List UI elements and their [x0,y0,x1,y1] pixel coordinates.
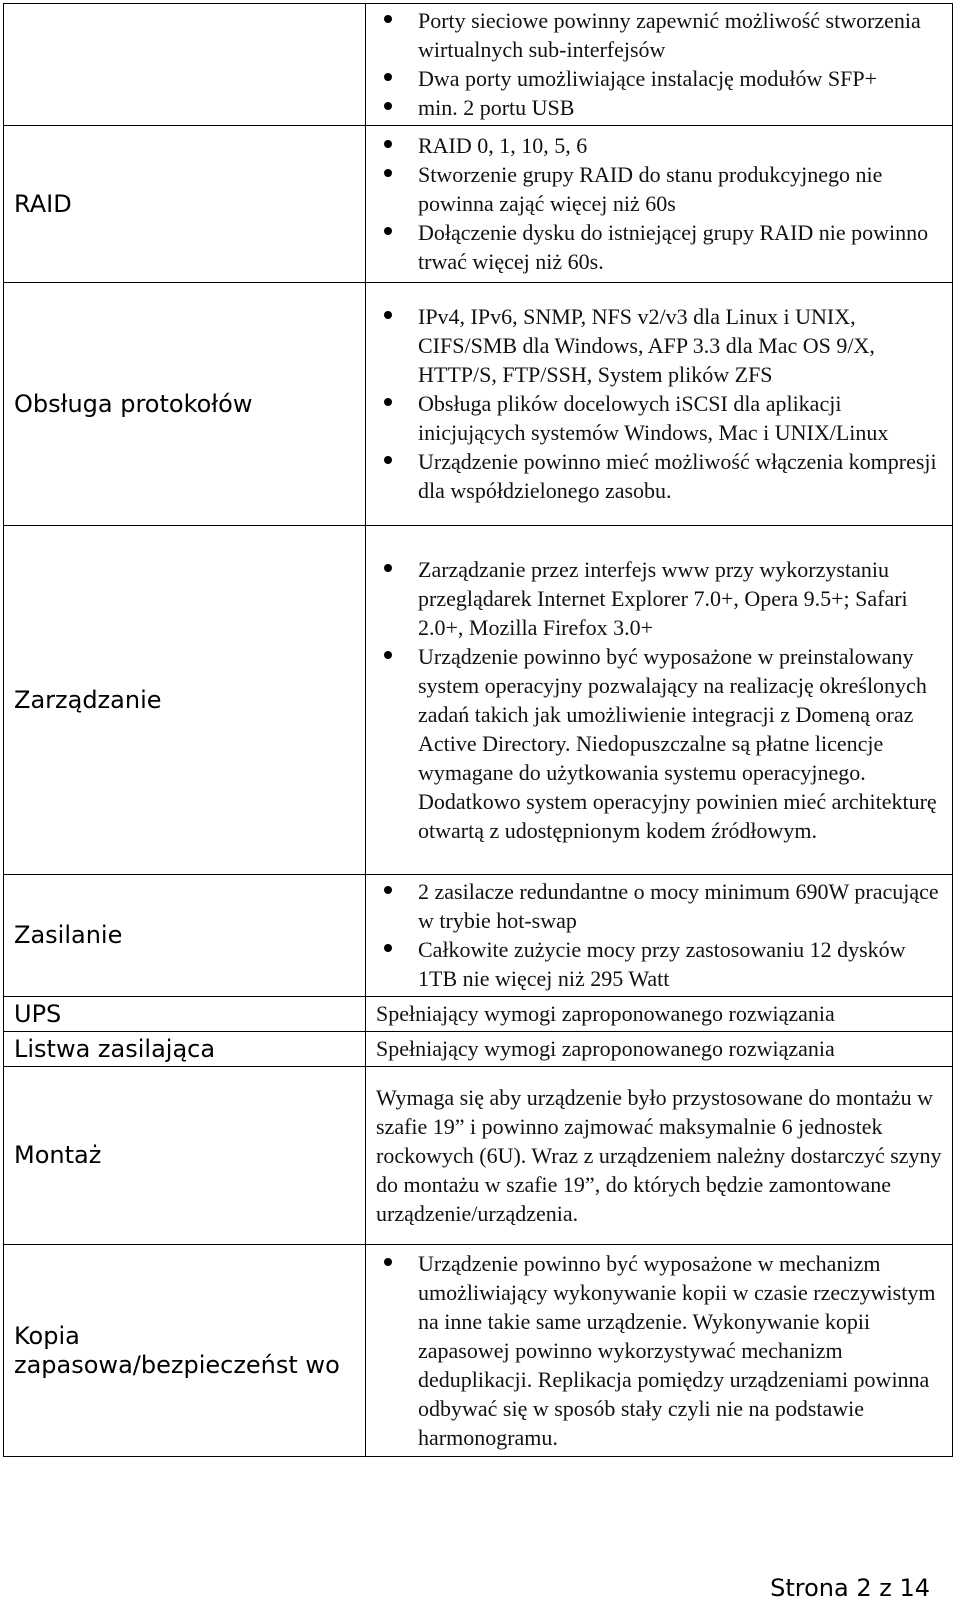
table-row [4,1067,953,1245]
table-row [4,875,953,997]
list-item: min. 2 portu USB [376,93,942,122]
row-content [366,1245,953,1457]
list-item: Dołączenie dysku do istniejącej grupy RAID nie powinno trwać więcej niż 60s. [376,218,942,276]
row-content: Spełniający wymogi zaproponowanego rozwiązania [366,997,953,1032]
list-item: Porty sieciowe powinny zapewnić możliwość stworzenia wirtualnych sub-interfejsów [376,6,942,64]
bullet-list [376,1249,942,1452]
list-item: IPv4, IPv6, SNMP, NFS v2/v3 dla Linux i UNIX, CIFS/SMB dla Windows, AFP 3.3 dla Mac OS 9/X, HTTP/S, FTP/SSH, System plików ZFS [376,302,942,389]
list-item: RAID 0, 1, 10, 5, 6 [376,131,942,160]
table-row [4,126,953,283]
bullet-list [376,302,942,505]
row-label: Kopia zapasowa/bezpieczeńst wo [4,1245,366,1457]
list-item: Dwa porty umożliwiające instalację modułów SFP+ [376,64,942,93]
row-content [366,283,953,526]
row-content: Spełniający wymogi zaproponowanego rozwiązania [366,1032,953,1067]
page-number: Strona 2 z 14 [770,1574,930,1602]
list-item: 2 zasilacze redundantne o mocy minimum 690W pracujące w trybie hot-swap [376,877,942,935]
row-label: Listwa zasilająca [4,1032,366,1067]
list-item: Całkowite zużycie mocy przy zastosowaniu 12 dysków 1TB nie więcej niż 295 Watt [376,935,942,993]
list-item: Urządzenie powinno mieć możliwość włączenia kompresji dla współdzielonego zasobu. [376,447,942,505]
table-row [4,997,953,1032]
row-label: UPS [4,997,366,1032]
row-label: Zarządzanie [4,526,366,875]
table-row [4,4,953,126]
bullet-list [376,131,942,276]
row-content [366,875,953,997]
row-label [4,4,366,126]
table-row [4,283,953,526]
bullet-list [376,555,942,845]
bullet-list [376,877,942,993]
table-row [4,526,953,875]
list-item: Urządzenie powinno być wyposażone w mechanizm umożliwiający wykonywanie kopii w czasie rzeczywistym na inne takie same urządzenie. Wykonywanie kopii zapasowej powinno wykorzystywać mechanizm deduplikacji. Replikacja pomiędzy urządzeniami powinna odbywać się w sposób stały czyli nie na podstawie harmonogramu. [376,1249,942,1452]
list-item: Urządzenie powinno być wyposażone w preinstalowany system operacyjny pozwalający na realizację określonych zadań takich jak umożliwienie integracji z Domeną oraz Active Directory. Niedopuszczalne są płatne licencje wymagane do użytkowania systemu operacyjnego. Dodatkowo system operacyjny powinien mieć architekturę otwartą z udostępnionym kodem źródłowym. [376,642,942,845]
list-item: Stworzenie grupy RAID do stanu produkcyjnego nie powinna zająć więcej niż 60s [376,160,942,218]
row-label: Zasilanie [4,875,366,997]
row-label: Montaż [4,1067,366,1245]
row-label: Obsługa protokołów [4,283,366,526]
bullet-list [376,6,942,122]
specification-table [3,3,953,1457]
table-row [4,1245,953,1457]
row-content [366,4,953,126]
row-content [366,126,953,283]
table-row [4,1032,953,1067]
row-content [366,526,953,875]
list-item: Zarządzanie przez interfejs www przy wykorzystaniu przeglądarek Internet Explorer 7.0+, Opera 9.5+; Safari 2.0+, Mozilla Firefox 3.0+ [376,555,942,642]
list-item: Obsługa plików docelowych iSCSI dla aplikacji inicjujących systemów Windows, Mac i UNIX/Linux [376,389,942,447]
row-label: RAID [4,126,366,283]
row-content: Wymaga się aby urządzenie było przystosowane do montażu w szafie 19” i powinno zajmować maksymalnie 6 jednostek rockowych (6U). Wraz z urządzeniem należny dostarczyć szyny do montażu w szafie 19”, do których będzie zamontowane urządzenie/urządzenia. [366,1067,953,1245]
